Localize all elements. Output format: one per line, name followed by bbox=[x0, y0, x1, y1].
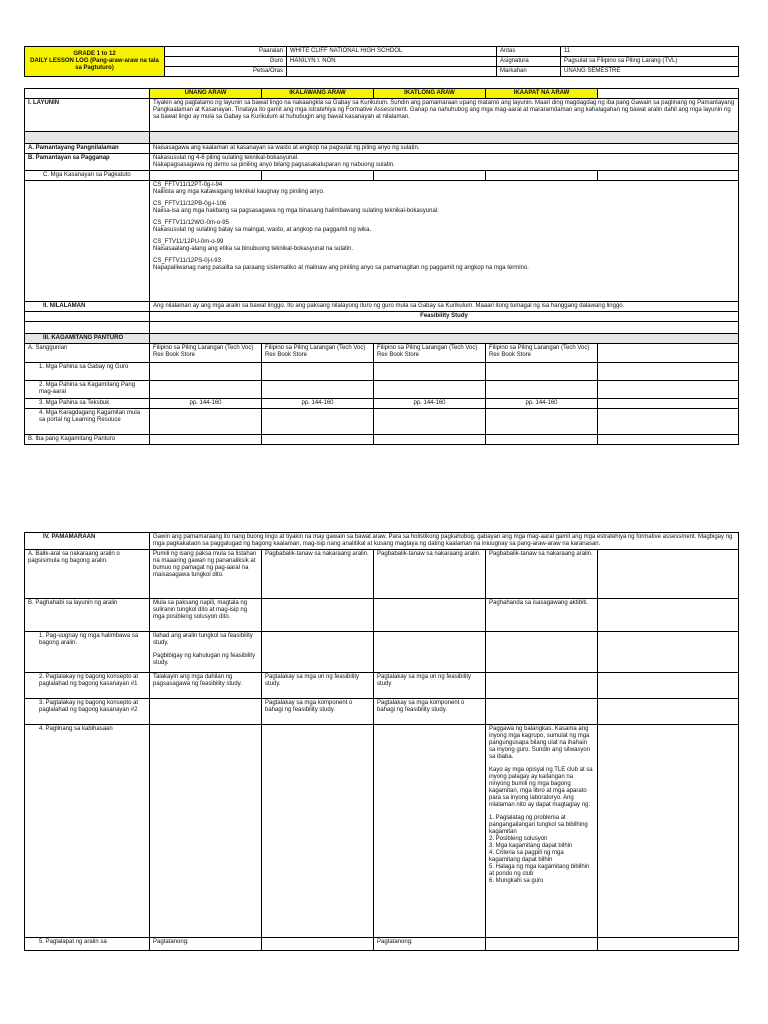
layunin-label: I. LAYUNIN bbox=[25, 99, 150, 132]
spacer-row bbox=[150, 132, 739, 144]
karagdagang-day5 bbox=[598, 409, 739, 435]
gabay-guro-day3 bbox=[374, 363, 486, 381]
kabihasaan-day3 bbox=[374, 725, 486, 938]
gabay-guro-day2 bbox=[262, 363, 374, 381]
teksbuk-day5 bbox=[598, 399, 739, 409]
kagamitang-day5 bbox=[598, 381, 739, 399]
konsepto-1-day3: Pagtalakay sa mga uri ng feasibility study bbox=[374, 673, 486, 699]
kabihasaan-list-item: 1. Paglalatag ng problema at pangangailangan tungkol sa bibilhing kagamitan bbox=[489, 815, 588, 835]
antas-label: Antas bbox=[497, 47, 561, 57]
kabihasaan-day1 bbox=[150, 725, 262, 938]
pagganap-line-2: Nakapagsasagawa ng demo sa piniling anyo bilang pagsasakatuparan ng nabuong sulatin. bbox=[153, 162, 395, 168]
pamamaraan-label: IV. PAMAMARAAN bbox=[25, 533, 150, 550]
gabay-guro-label: 1. Mga Pahina sa Gabay ng Guro bbox=[25, 363, 150, 381]
paaralan-label: Paaralan bbox=[165, 47, 287, 57]
paglalapat-day4 bbox=[486, 938, 598, 951]
pag-uugnay-day5 bbox=[598, 632, 739, 673]
kagamitan-label: III. KAGAMITANG PANTURO bbox=[25, 334, 150, 344]
konsepto-2-day2: Pagtalakay sa mga komponent o bahagi ng feasibility study. bbox=[262, 699, 374, 725]
teksbuk-day1: pp. 144-160 bbox=[150, 399, 262, 409]
kasanayan-day4 bbox=[486, 171, 598, 181]
konsepto-2-day3: Pagtalakay sa mga komponent o bahagi ng feasibility study. bbox=[374, 699, 486, 725]
paghahabi-label: B. Paghahabi sa layunin ng aralin bbox=[25, 599, 150, 632]
kabihasaan-day4 bbox=[486, 725, 598, 938]
day-header-5 bbox=[598, 89, 739, 99]
nilalaman-topic-spacer bbox=[25, 312, 150, 322]
nilalaman-spacer bbox=[25, 322, 150, 334]
kasanayan-day5 bbox=[598, 171, 739, 181]
pamantayan-sa-pagganap-label: B. Pamantayan sa Pagganap bbox=[25, 154, 150, 171]
konsepto-1-day4 bbox=[486, 673, 598, 699]
gabay-guro-day1 bbox=[150, 363, 262, 381]
teksbuk-day4: pp. 144-160 bbox=[486, 399, 598, 409]
paglalapat-day5 bbox=[598, 938, 739, 951]
kasanayan-items bbox=[150, 181, 739, 302]
balik-aral-day5 bbox=[598, 550, 739, 599]
nilalaman-text bbox=[150, 302, 739, 312]
petsa-value bbox=[287, 67, 497, 77]
kasanayan-code: CS_FFTV11/12PT-0g-i-94 bbox=[153, 182, 223, 188]
iba-day2 bbox=[262, 435, 374, 445]
kabihasaan-label: 4. Paglinang sa kabihasaan bbox=[25, 725, 150, 938]
antas-value: 11 bbox=[561, 47, 739, 57]
pag-uugnay-day4 bbox=[486, 632, 598, 673]
layunin-text: Tiyakin ang pagtatamo ng layunin sa bawat lingo na nakaangkla sa Gabay sa Kurikulum. Sundin ang pamamaraan upang matamo ang layunin. Maari ding magdagdag ng iba pang Gawain sa paglinang ng Pamantayang Pangkaalaman at Kasanayan. Tinataya ito gamit ang mga istratehiya ng Formative Assessment. Ganap na nahuhubog ang mga mag-aaral at mararamdaman ang kahalagahan ng bawat aralin dahil ang mga layunin ng sa bawat lingo ay mula sa Gabay sa Kurikulum at huhubugin ang bawat kasanayan at nilalaman. bbox=[150, 99, 739, 132]
karagdagang-day3 bbox=[374, 409, 486, 435]
kagamitang-pang-mag-aaral-label: 2. Mga Pahina sa Kagamitang Pang mag-aaral bbox=[25, 381, 150, 399]
paghahabi-day1: Mula sa paksang napili, magtala ng suliranin tungkol dito at mag-isip ng mga posibleng solusyon dito. bbox=[150, 599, 262, 632]
iba-day4 bbox=[486, 435, 598, 445]
grade-label: GRADE 1 to 12 bbox=[73, 51, 116, 57]
konsepto-1-label: 2. Pagtalakay ng bagong konsepto at paglalahad ng bagong kasanayan #1 bbox=[25, 673, 150, 699]
nilalaman-topic: Feasibility Study bbox=[150, 312, 739, 322]
konsepto-1-day5 bbox=[598, 673, 739, 699]
kagamitang-day1 bbox=[150, 381, 262, 399]
guro-label: Guro bbox=[165, 57, 287, 67]
kabihasaan-list-item: 6. Mungkahi sa guro bbox=[489, 878, 544, 884]
karagdagang-day2 bbox=[262, 409, 374, 435]
sanggunian-day4: Filipino sa Piling Larangan (Tech Voc) Rex Book Store bbox=[486, 344, 598, 363]
guro-value: HANILYN I. NON bbox=[287, 57, 497, 67]
konsepto-1-day2: Pagtalakay sa mga uri ng feasibility study. bbox=[262, 673, 374, 699]
pamantayang-pangnilalaman-label: A. Pamantayang Pangnilalaman bbox=[25, 144, 150, 154]
teksbuk-label: 3. Mga Pahina sa Teksbuk bbox=[25, 399, 150, 409]
balik-aral-day3: Pagbabalik-tanaw sa nakaraang aralin. bbox=[374, 550, 486, 599]
konsepto-2-day5 bbox=[598, 699, 739, 725]
konsepto-2-label: 3. Pagtalakay ng bagong konsepto at paglalahad ng bagong kasanayan #2 bbox=[25, 699, 150, 725]
pamantayang-pangnilalaman-text: Naisasagawa ang kaalaman at kasanayan sa wasto at angkop na pagsulat ng piling anyo ng sulatin. bbox=[150, 144, 739, 154]
day-header-3: IKATLONG ARAW bbox=[374, 89, 486, 99]
paghahabi-day5 bbox=[598, 599, 739, 632]
kasanayan-day2 bbox=[262, 171, 374, 181]
pag-uugnay-day1-line2: Pagbibigay ng kahulugan ng feasibility study. bbox=[153, 653, 256, 666]
iba-day1 bbox=[150, 435, 262, 445]
konsepto-1-day1: Talakayin ang mga dahilan ng pagsasagawa ng feasibility study. bbox=[150, 673, 262, 699]
petsa-label: Petsa/Oras bbox=[165, 67, 287, 77]
kabihasaan-list-item: 3. Mga kagamitang dapat bilhin bbox=[489, 843, 573, 849]
kasanayan-text: Naisasaalang-alang ang etika sa binubuong teknikal-bokasyunal na sulatin. bbox=[153, 246, 354, 252]
markahan-value: UNANG SEMESTRE bbox=[561, 67, 739, 77]
asignatura-value: Pagsulat sa Filipino sa Piling Larang (TVL) bbox=[561, 57, 739, 67]
paglalapat-day1: Pagtatanong: bbox=[150, 938, 262, 951]
sanggunian-day1: Filipino sa Piling Larangan (Tech Voc) Rex Book Store bbox=[150, 344, 262, 363]
paghahabi-day3 bbox=[374, 599, 486, 632]
balik-aral-day1: Pumili ng isang paksa mula sa listahan na maaaring gawan ng pananaliksik at bumuo ng pamagat ng pag-aaral na maisasagawa tungkol dito. bbox=[150, 550, 262, 599]
karagdagang-kagamitan-label: 4. Mga Karagdagang Kagamitan mula sa portal ng Learning Resouce bbox=[25, 409, 150, 435]
kasanayan-text: Naiisa-isa ang mga hakbang sa pagsasagawa ng mga binasang halimbawang sulating teknikal-bokasyunal. bbox=[153, 208, 439, 214]
kasanayan-text: Nailiista ang mga katawagang teknikal kaugnay ng piniling anyo. bbox=[153, 189, 325, 195]
nilalaman-description: Ang nilalaman ay ang mga aralin sa bawat linggo. Ito ang paksang nilalayong ituro ng guro mula sa Gabay sa Kurikulum. Maaari itong tumagal ng isa hanggang dalawang linggo. bbox=[153, 303, 625, 309]
gabay-guro-day4 bbox=[486, 363, 598, 381]
pag-uugnay-label: 1. Pag-uugnay ng mga halimbawa sa bagong aralin. bbox=[25, 632, 150, 673]
kagamitang-day2 bbox=[262, 381, 374, 399]
asignatura-label: Asignatura bbox=[497, 57, 561, 67]
paaralan-value: WHITE CLIFF NATIONAL HIGH SCHOOL bbox=[287, 47, 497, 57]
kabihasaan-list-item: 2. Posibleng solusyon bbox=[489, 836, 548, 842]
gabay-guro-day5 bbox=[598, 363, 739, 381]
pagganap-line-1: Nakasusulat ng 4-6 piling sulating teknikal-bokasyunal. bbox=[153, 155, 299, 161]
corner-cell bbox=[25, 89, 150, 99]
day-header-4: IKAAPAT NA ARAW bbox=[486, 89, 598, 99]
kasanayan-day3 bbox=[374, 171, 486, 181]
pag-uugnay-day2 bbox=[262, 632, 374, 673]
day-header-1: UNANG ARAW bbox=[150, 89, 262, 99]
kabihasaan-day4-p1: Paggawa ng balangkas. Kasama ang inyong mga kagrupo, sumulat ng mga pangungusapa bilang ulat na ihahain sa inyong guro. Sundin ang sitwasyon sa ibaba. bbox=[489, 726, 591, 760]
balik-aral-label: A. Balik-aral sa nakaraang aralin o pagsisimula ng bagong aralin. bbox=[25, 550, 150, 599]
sanggunian-label: A. Sanggunian bbox=[25, 344, 150, 363]
kabihasaan-day4-p2: Kayo ay mga opisyal ng TLE club at sa inyong palagay ay kailangan na ninyong bumili ng mga bagong kagamitan, mga libro at mga aparato para sa inyong laboratoryo. Ang nilalaman nito ay dapat magtaglay ng: bbox=[489, 767, 593, 808]
paglalapat-day3: Pagtatanong: bbox=[374, 938, 486, 951]
paglalapat-label: 5. Paglalapat ng aralin sa bbox=[25, 938, 150, 951]
kabihasaan-day5 bbox=[598, 725, 739, 938]
kagamitang-day3 bbox=[374, 381, 486, 399]
kagamitan-gray-row bbox=[150, 334, 739, 344]
paghahabi-day2 bbox=[262, 599, 374, 632]
kagamitang-day4 bbox=[486, 381, 598, 399]
kasanayan-code: CS_FTV11/12PU-0m-o-99 bbox=[153, 239, 224, 245]
iba-day3 bbox=[374, 435, 486, 445]
kabihasaan-day2 bbox=[262, 725, 374, 938]
iba-pang-kagamitan-label: B. Iba pang Kagamitang Panturo bbox=[25, 435, 150, 445]
kasanayan-day1 bbox=[150, 171, 262, 181]
balik-aral-day4: Pagbabalik-tanaw sa nakaraang aralin. bbox=[486, 550, 598, 599]
lesson-table-1 bbox=[24, 88, 739, 445]
kasanayan-code: CS_FFTV11/12PS-0j-l-93 bbox=[153, 258, 221, 264]
pamantayan-sa-pagganap-text bbox=[150, 154, 739, 171]
paghahabi-day4: Paghahanda sa isasagawang aktibiti. bbox=[486, 599, 598, 632]
nilalaman-label: II. NILALAMAN bbox=[25, 302, 150, 312]
teksbuk-day2: pp. 144-160 bbox=[262, 399, 374, 409]
sanggunian-day2: Filipino sa Piling Larangan (Tech Voc) Rex Book Store bbox=[262, 344, 374, 363]
pamamaraan-text: Gawin ang pamamaraang ito nang buong lingo at tiyakin na may gawain sa bawat araw. Para sa holistikong pagkahubog, gabayan ang mga mag-aaral gamit ang mga estratehiya ng formative assessment. Magbigay ng mga pagkakataon sa paggalugad ng bagong kaalaman, mag-isip nang analitikal at kusang magtaya ng dating kaalaman na iniuugnay sa pang-araw-araw na karanasan. bbox=[150, 533, 739, 550]
sanggunian-day3: Filipino sa Piling Larangan (Tech Voc) Rex Book Store bbox=[374, 344, 486, 363]
pag-uugnay-day1-line1: Ilahad ang aralin tungkol sa feasibility study. bbox=[153, 633, 253, 646]
karagdagang-day1 bbox=[150, 409, 262, 435]
kasanayan-text: Nakasusulat ng sulating batay sa maingat, wasto, at angkop na paggamit ng wika. bbox=[153, 227, 372, 233]
kasanayan-code: CS_FFTV11/12WG-0m-o-95 bbox=[153, 220, 229, 226]
iba-day5 bbox=[598, 435, 739, 445]
log-title: DAILY LESSON LOG (Pang-araw-araw na tala sa Pagtuturo) bbox=[30, 58, 159, 71]
konsepto-2-day4 bbox=[486, 699, 598, 725]
header-table bbox=[24, 46, 739, 77]
grade-title-cell bbox=[25, 47, 165, 77]
nilalaman-spacer-row bbox=[150, 322, 739, 334]
kasanayan-spacer bbox=[25, 181, 150, 302]
karagdagang-day4 bbox=[486, 409, 598, 435]
pag-uugnay-day3 bbox=[374, 632, 486, 673]
kasanayan-code: CS_FFTV11/12PB-0g-i-106 bbox=[153, 201, 227, 207]
day-header-2: IKALAWANG ARAW bbox=[262, 89, 374, 99]
spacer-cell bbox=[25, 132, 150, 144]
balik-aral-day2: Pagbabalik-tanaw sa nakaraang aralin. bbox=[262, 550, 374, 599]
konsepto-2-day1 bbox=[150, 699, 262, 725]
kabihasaan-list-item: 4. Criteria sa pagpili ng mga kagamitang dapat bilhin bbox=[489, 850, 564, 863]
kabihasaan-list-item: 5. Halaga ng mga kagamitang bibilhin at pondo ng club bbox=[489, 864, 590, 877]
teksbuk-day3: pp. 144-160 bbox=[374, 399, 486, 409]
paglalapat-day2 bbox=[262, 938, 374, 951]
pag-uugnay-day1 bbox=[150, 632, 262, 673]
sanggunian-day5 bbox=[598, 344, 739, 363]
kasanayan-label: C. Mga Kasanayan sa Pagkatuto bbox=[25, 171, 150, 181]
lesson-table-2 bbox=[24, 532, 739, 951]
markahan-label: Markahan bbox=[497, 67, 561, 77]
kasanayan-text: Napapaliiwanag nang pasalita sa paraang sistematiko at malinaw ang piniling anyo sa pamamagitan ng paggamit ng angkop na mga termino. bbox=[153, 265, 529, 271]
